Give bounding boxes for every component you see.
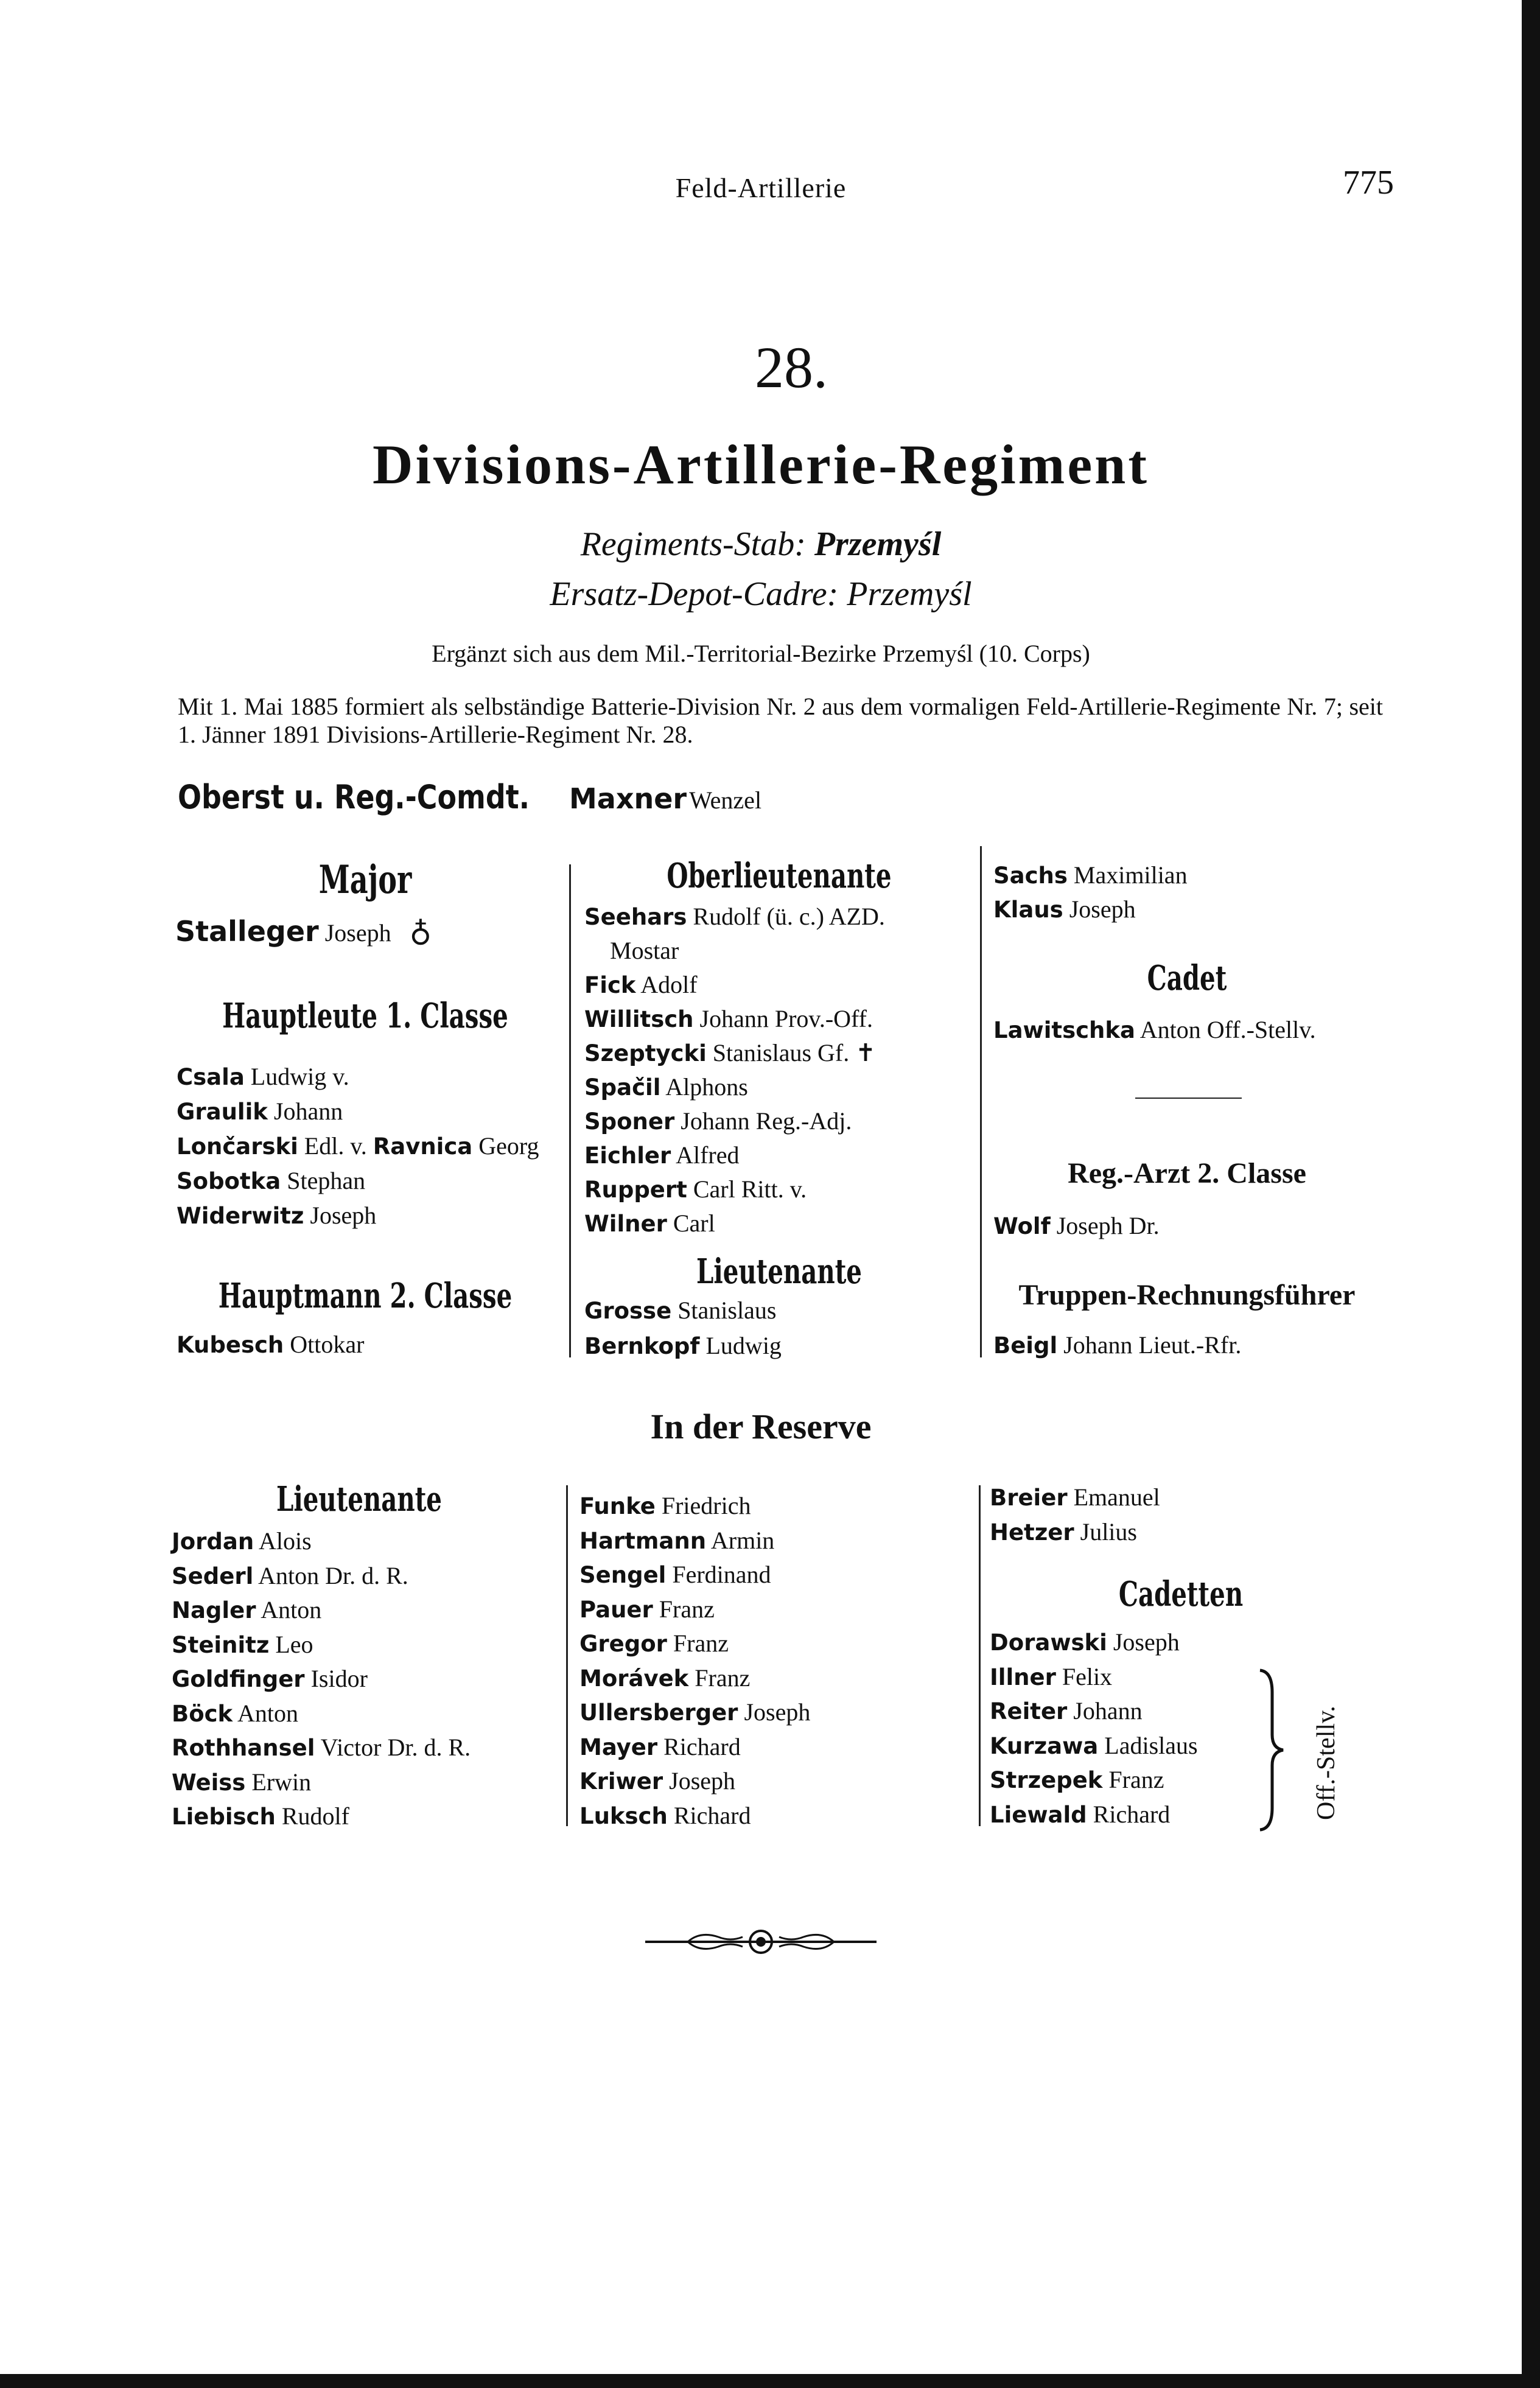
person-given: Alphons xyxy=(665,1073,748,1101)
person-given: Franz xyxy=(673,1630,729,1657)
commander-given: Wenzel xyxy=(689,786,762,814)
person-name: Willitsch xyxy=(584,1006,694,1032)
person-given: Armin xyxy=(710,1526,775,1554)
person-name: Stalleger xyxy=(175,915,319,948)
hauptmann-2-list xyxy=(177,1327,364,1362)
oberlieutenante-list xyxy=(584,900,885,1241)
list-item xyxy=(172,1765,471,1800)
scan-border-bottom xyxy=(0,2374,1540,2388)
decoration-mark: ♁ xyxy=(409,914,432,948)
list-item xyxy=(584,1002,885,1036)
person-name: Beigl xyxy=(993,1332,1058,1359)
person-name: Hetzer xyxy=(990,1519,1074,1546)
person-given: Anton Dr. d. R. xyxy=(258,1561,408,1589)
person-name: Eichler xyxy=(584,1143,671,1169)
person-given: Adolf xyxy=(640,971,698,998)
column-divider xyxy=(980,846,982,1357)
person-given: Mostar xyxy=(610,937,679,964)
scan-border-right xyxy=(1522,0,1540,2388)
history-note: Mit 1. Mai 1885 formiert als selbständige Batterie-Division Nr. 2 aus dem vormaligen Feld-Artillerie-Regimente Nr. 7; seit 1. Jänner 1891 Divisions-Artillerie-Regiment Nr. 28. xyxy=(178,693,1383,748)
reserve-column-1 xyxy=(172,1524,471,1834)
list-item xyxy=(579,1799,810,1833)
person-given: Ladislaus xyxy=(1104,1731,1198,1759)
person-name: Klaus xyxy=(993,897,1063,923)
person-given: Richard xyxy=(673,1801,751,1829)
person-name: Lončarski xyxy=(177,1133,298,1160)
person-name: Böck xyxy=(172,1700,233,1727)
heading-reserve: In der Reserve xyxy=(650,1407,872,1446)
person-name: Sponer xyxy=(584,1108,675,1135)
list-item xyxy=(579,1730,810,1765)
person-name: Kubesch xyxy=(177,1332,284,1358)
person-given: Johann Reg.-Adj. xyxy=(681,1107,852,1135)
person-given: Joseph xyxy=(324,919,391,947)
person-given: Stephan xyxy=(287,1167,366,1194)
list-item xyxy=(177,1059,539,1094)
commander-line xyxy=(178,778,592,816)
reserve-cadetten-list xyxy=(990,1625,1198,1832)
reserve-column-3-top xyxy=(990,1480,1160,1549)
person-name: Sederl xyxy=(172,1563,254,1589)
column-divider xyxy=(979,1485,981,1826)
list-item xyxy=(993,1013,1316,1047)
person-name: Breier xyxy=(990,1485,1068,1511)
person-given: Isidor xyxy=(310,1665,368,1692)
person-given: Anton Off.-Stellv. xyxy=(1139,1016,1316,1043)
person-given: Julius xyxy=(1080,1518,1137,1546)
person-given: Johann xyxy=(1073,1697,1143,1724)
person-name: Grosse xyxy=(584,1298,672,1324)
rechnung-list xyxy=(993,1328,1241,1362)
reserve-column-2 xyxy=(579,1489,810,1833)
person-name: Dorawski xyxy=(990,1630,1107,1656)
person-name: Goldfinger xyxy=(172,1666,305,1692)
person-name: Wilner xyxy=(584,1211,667,1237)
person-name: Sachs xyxy=(993,863,1068,889)
list-item xyxy=(172,1799,471,1834)
person-given: Maximilian xyxy=(1073,861,1188,889)
list-item xyxy=(579,1524,810,1558)
list-item xyxy=(993,1209,1160,1243)
list-item xyxy=(172,1662,471,1696)
list-item xyxy=(584,1206,885,1241)
list-item xyxy=(993,858,1188,892)
person-given: Ferdinand xyxy=(672,1561,771,1588)
person-name: Strzepek xyxy=(990,1767,1103,1793)
person-name: Jordan xyxy=(172,1528,254,1555)
person-given: Alois xyxy=(259,1527,312,1555)
person-given: Anton xyxy=(261,1596,322,1623)
hauptleute-1-list xyxy=(177,1059,539,1233)
person-name: Luksch xyxy=(579,1802,668,1829)
staff-label: Regiments-Stab: xyxy=(580,525,806,563)
depot-location: Przemyśl xyxy=(847,575,972,613)
person-name: Rothhansel xyxy=(172,1735,315,1761)
person-name: Gregor xyxy=(579,1631,667,1657)
person-given: Joseph Dr. xyxy=(1056,1212,1160,1239)
list-item xyxy=(177,1094,539,1129)
commander-name: Maxner xyxy=(569,782,687,815)
list-item xyxy=(584,1293,782,1328)
list-item xyxy=(579,1558,810,1592)
person-given: Rudolf xyxy=(281,1802,349,1830)
person-name: Morávek xyxy=(579,1665,689,1692)
person-given: Joseph xyxy=(1069,895,1136,923)
person-given: Georg xyxy=(478,1132,539,1160)
person-name: Kriwer xyxy=(579,1768,663,1795)
person-name: Illner xyxy=(990,1664,1056,1690)
person-given: Ludwig v. xyxy=(250,1063,349,1090)
ornament-icon xyxy=(639,1924,883,1960)
person-given: Richard xyxy=(663,1732,741,1760)
person-given: Victor Dr. d. R. xyxy=(320,1734,471,1761)
list-item xyxy=(584,934,885,968)
column3-top-list xyxy=(993,858,1188,926)
person-name: Kurzawa xyxy=(990,1732,1099,1759)
heading-major: Major xyxy=(318,857,412,903)
person-name: Mayer xyxy=(579,1734,658,1760)
person-given: Joseph xyxy=(310,1202,377,1229)
heading-arzt: Reg.-Arzt 2. Classe xyxy=(1068,1157,1306,1189)
cadet-list xyxy=(993,1013,1316,1047)
person-name: Liebisch xyxy=(172,1804,276,1830)
list-item xyxy=(990,1694,1198,1729)
person-name: Szeptycki xyxy=(584,1040,707,1066)
list-item xyxy=(584,1138,885,1172)
list-item xyxy=(584,1328,782,1364)
list-item xyxy=(990,1729,1198,1763)
arzt-list xyxy=(993,1209,1160,1243)
list-item xyxy=(584,968,885,1002)
person-given: Carl Ritt. v. xyxy=(693,1175,807,1203)
list-item xyxy=(579,1489,810,1524)
list-item xyxy=(177,1327,364,1362)
column-divider xyxy=(566,1485,568,1826)
list-item xyxy=(993,1328,1241,1362)
person-name: Sobotka xyxy=(177,1168,281,1194)
person-name: Sengel xyxy=(579,1562,667,1588)
regiment-title: Divisions-Artillerie-Regiment xyxy=(373,433,1149,495)
commander-title: Oberst u. Reg.-Comdt. xyxy=(178,778,530,816)
list-item xyxy=(584,1036,885,1070)
person-given: Joseph xyxy=(1113,1628,1180,1656)
staff-location: Przemyśl xyxy=(814,525,942,563)
regiment-number: 28. xyxy=(755,335,828,400)
list-item xyxy=(579,1592,810,1627)
person-given: Stanislaus xyxy=(677,1297,777,1324)
list-item xyxy=(990,1660,1198,1695)
person-given: Johann Prov.-Off. xyxy=(699,1005,873,1032)
list-item xyxy=(990,1625,1198,1660)
list-item xyxy=(172,1696,471,1731)
person-given: Erwin xyxy=(251,1768,312,1796)
lieutenante-list xyxy=(584,1293,782,1364)
person-name: Ullersberger xyxy=(579,1700,738,1726)
person-name: Csala xyxy=(177,1064,245,1090)
person-given: Edl. v. xyxy=(304,1132,367,1160)
heading-oberlieutenante: Oberlieutenante xyxy=(667,856,892,896)
person-name: Reiter xyxy=(990,1698,1068,1724)
heading-rechnung: Truppen-Rechnungsführer xyxy=(1018,1279,1356,1311)
person-name: Ravnica xyxy=(373,1133,473,1160)
heading-reserve-lieutenante: Lieutenante xyxy=(276,1479,442,1519)
list-item xyxy=(579,1695,810,1730)
list-item xyxy=(990,1798,1198,1832)
person-name: Funke xyxy=(579,1493,656,1519)
list-item xyxy=(993,892,1188,926)
person-given: Franz xyxy=(1108,1766,1164,1793)
person-name: Graulik xyxy=(177,1099,268,1125)
list-item xyxy=(990,1763,1198,1798)
heading-hauptleute-1: Hauptleute 1. Classe xyxy=(222,996,508,1036)
person-given: Stanislaus Gf. ✝ xyxy=(712,1039,876,1066)
person-name: Steinitz xyxy=(172,1631,270,1658)
person-given: Felix xyxy=(1062,1662,1113,1690)
heading-cadetten: Cadetten xyxy=(1118,1574,1244,1614)
person-given: Carl xyxy=(673,1210,715,1237)
person-name: Hartmann xyxy=(579,1527,707,1554)
depot-label: Ersatz-Depot-Cadre: xyxy=(550,575,839,613)
major-row xyxy=(175,913,432,948)
list-item xyxy=(172,1731,471,1765)
list-item xyxy=(584,1070,885,1104)
person-name: Spačil xyxy=(584,1074,661,1101)
person-given: Ludwig xyxy=(705,1332,782,1359)
staff-line xyxy=(365,525,1157,564)
list-item xyxy=(177,1198,539,1233)
person-given: Franz xyxy=(695,1664,751,1692)
person-name: Wolf xyxy=(993,1213,1051,1239)
person-given: Johann Lieut.-Rfr. xyxy=(1063,1331,1242,1359)
list-item xyxy=(172,1524,471,1559)
list-item xyxy=(584,900,885,934)
person-name: Lawitschka xyxy=(993,1017,1135,1043)
person-name: Liewald xyxy=(990,1801,1087,1828)
person-given: Johann xyxy=(273,1098,343,1125)
separator-rule xyxy=(1135,1098,1242,1099)
depot-line xyxy=(365,575,1157,614)
list-item xyxy=(579,1661,810,1696)
list-item xyxy=(172,1593,471,1628)
list-item xyxy=(177,1129,539,1163)
person-given: Richard xyxy=(1093,1800,1171,1828)
heading-hauptmann-2: Hauptmann 2. Classe xyxy=(218,1276,513,1316)
list-item xyxy=(579,1764,810,1799)
person-given: Alfred xyxy=(676,1141,740,1169)
person-given: Joseph xyxy=(669,1767,736,1795)
column-divider xyxy=(569,864,571,1357)
person-given: Franz xyxy=(659,1595,715,1623)
person-name: Weiss xyxy=(172,1769,246,1796)
list-item xyxy=(177,1163,539,1198)
brace-icon xyxy=(1254,1668,1290,1832)
person-given: Joseph xyxy=(744,1698,811,1726)
list-item xyxy=(584,1104,885,1138)
person-given: Ottokar xyxy=(290,1331,365,1358)
person-name: Fick xyxy=(584,972,636,998)
list-item xyxy=(172,1628,471,1662)
person-given: Rudolf (ü. c.) AZD. xyxy=(693,903,885,930)
page-number: 775 xyxy=(1343,164,1394,201)
person-given: Leo xyxy=(275,1630,313,1658)
commander-name-wrap xyxy=(569,782,761,815)
person-given: Friedrich xyxy=(661,1492,751,1519)
person-name: Widerwitz xyxy=(177,1203,304,1229)
heading-cadet: Cadet xyxy=(1147,958,1227,998)
recruitment-note: Ergänzt sich aus dem Mil.-Territorial-Bezirke Przemyśl (10. Corps) xyxy=(432,640,1090,667)
list-item xyxy=(990,1515,1160,1550)
person-given: Emanuel xyxy=(1073,1483,1160,1511)
list-item xyxy=(579,1626,810,1661)
cadetten-note: Off.-Stellv. xyxy=(1312,1706,1340,1820)
person-name: Nagler xyxy=(172,1597,256,1623)
list-item xyxy=(584,1172,885,1206)
heading-lieutenante: Lieutenante xyxy=(696,1252,862,1292)
list-item xyxy=(990,1480,1160,1515)
person-given: Anton xyxy=(237,1699,298,1727)
person-name: Seehars xyxy=(584,904,687,930)
person-name: Pauer xyxy=(579,1596,653,1623)
person-name: Ruppert xyxy=(584,1177,687,1203)
list-item xyxy=(172,1559,471,1594)
running-head: Feld-Artillerie xyxy=(675,172,847,203)
person-name: Bernkopf xyxy=(584,1333,700,1359)
